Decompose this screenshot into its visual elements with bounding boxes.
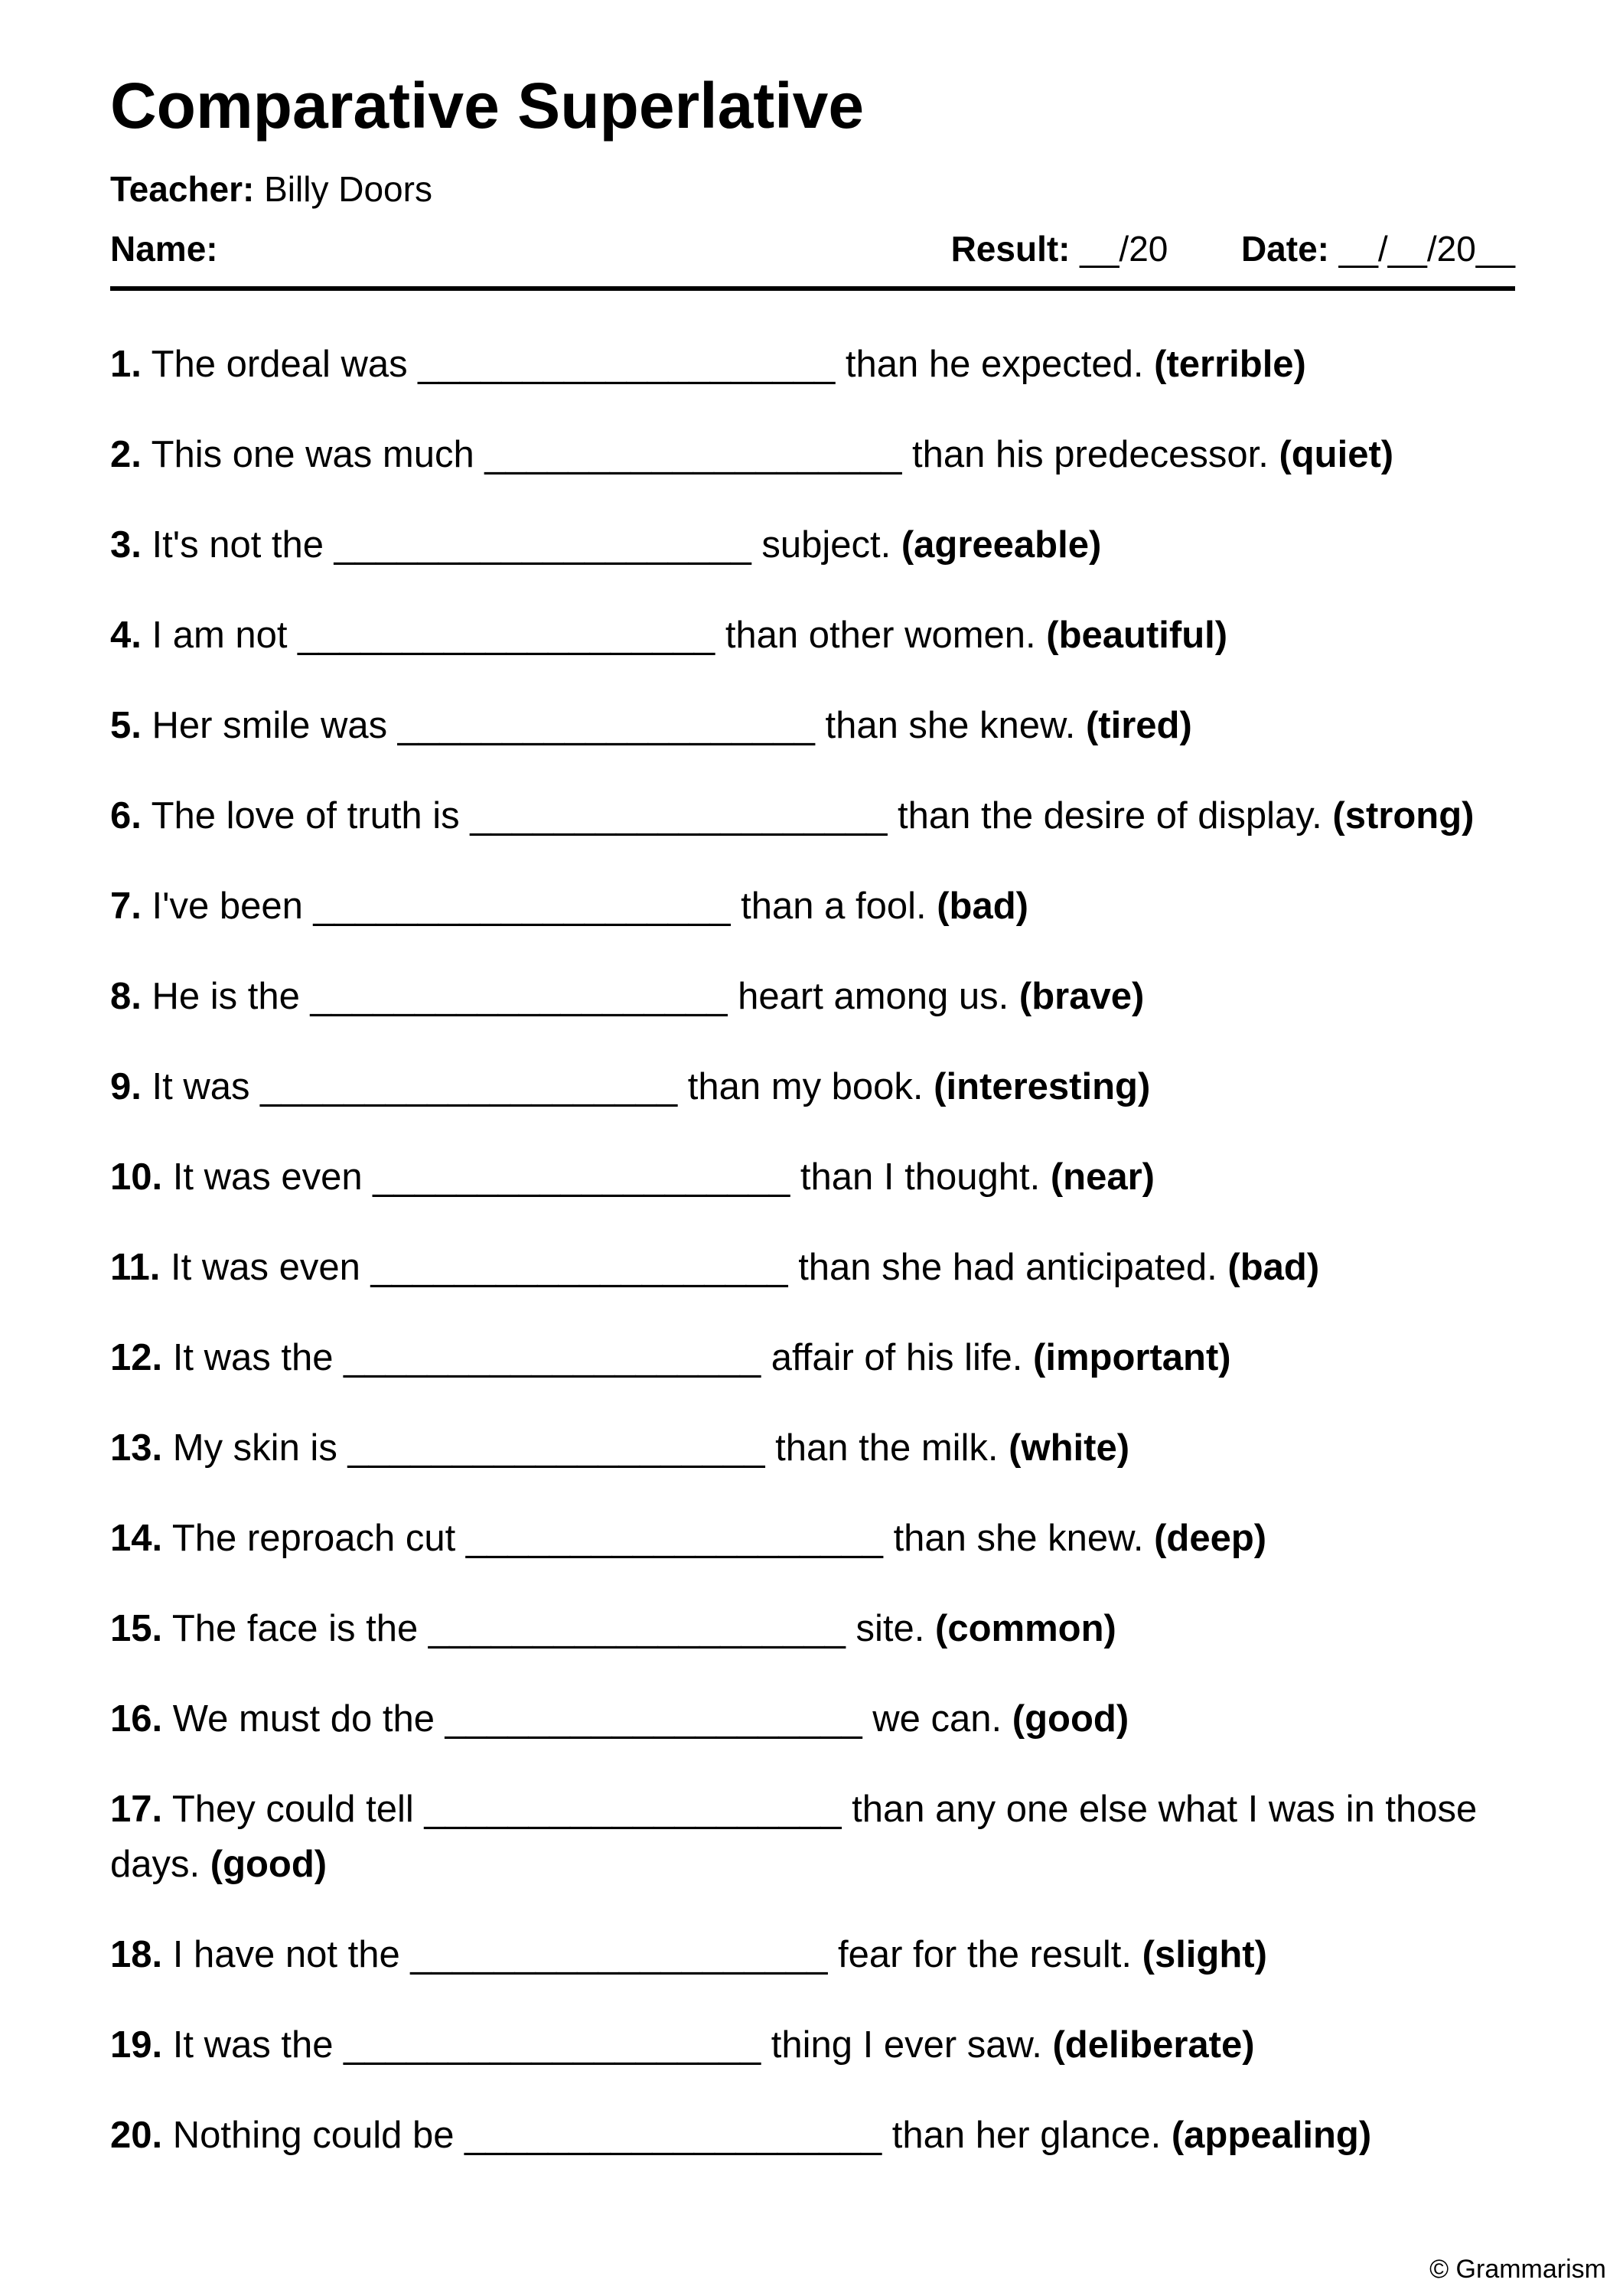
question-text-before: My skin is bbox=[172, 1427, 337, 1469]
word-hint: (good) bbox=[210, 1844, 328, 1885]
question-text-before: He is the bbox=[152, 976, 300, 1017]
word-hint: (white) bbox=[1009, 1427, 1130, 1469]
word-hint: (slight) bbox=[1142, 1934, 1267, 1975]
question-text-after: subject. bbox=[761, 524, 891, 566]
word-hint: (important) bbox=[1033, 1337, 1231, 1378]
answer-blank[interactable]: ____________________ bbox=[344, 1337, 761, 1378]
answer-blank[interactable]: ____________________ bbox=[310, 976, 728, 1017]
question-item bbox=[110, 1511, 1488, 1566]
name-label: Name: bbox=[110, 229, 218, 269]
question-item bbox=[110, 698, 1488, 753]
answer-blank[interactable]: ____________________ bbox=[397, 705, 815, 746]
date-label: Date: bbox=[1240, 229, 1329, 269]
question-item bbox=[110, 608, 1488, 663]
question-text-after: we can. bbox=[872, 1698, 1002, 1740]
question-item bbox=[110, 427, 1488, 482]
answer-blank[interactable]: ____________________ bbox=[470, 795, 888, 837]
question-text-after: than I thought. bbox=[800, 1156, 1041, 1198]
answer-blank[interactable]: ____________________ bbox=[334, 524, 751, 566]
question-text-before: I have not the bbox=[172, 1934, 400, 1975]
question-text-before: The reproach cut bbox=[171, 1518, 456, 1559]
question-text-before: It was the bbox=[172, 1337, 334, 1378]
question-text-before: This one was much bbox=[151, 434, 474, 475]
date-value: __/__/20__ bbox=[1338, 229, 1515, 269]
answer-blank[interactable]: ____________________ bbox=[418, 344, 836, 385]
question-text-before: The ordeal was bbox=[151, 344, 408, 385]
question-text-before: Her smile was bbox=[152, 705, 388, 746]
word-hint: (strong) bbox=[1332, 795, 1475, 837]
result-date-group bbox=[951, 230, 1515, 269]
question-text-before: I am not bbox=[152, 615, 288, 656]
question-text-before: It was even bbox=[172, 1156, 363, 1198]
answer-blank[interactable]: ____________________ bbox=[370, 1247, 788, 1288]
question-number: 6. bbox=[110, 795, 142, 837]
question-text-after: than a fool. bbox=[741, 885, 927, 927]
question-number: 16. bbox=[110, 1698, 163, 1740]
question-text-after: than her glance. bbox=[891, 2115, 1162, 2156]
answer-blank[interactable]: ____________________ bbox=[464, 2115, 882, 2156]
question-item bbox=[110, 1420, 1488, 1476]
page-title: Comparative Superlative bbox=[110, 70, 865, 142]
question-item bbox=[110, 1059, 1488, 1114]
question-item bbox=[110, 2017, 1488, 2073]
question-item bbox=[110, 879, 1488, 934]
answer-blank[interactable]: ____________________ bbox=[484, 434, 902, 475]
question-number: 19. bbox=[110, 2024, 163, 2066]
header-divider bbox=[110, 286, 1515, 291]
word-hint: (interesting) bbox=[934, 1066, 1151, 1107]
student-info-row bbox=[110, 230, 1515, 269]
word-hint: (tired) bbox=[1085, 705, 1192, 746]
question-text-after: site. bbox=[855, 1608, 925, 1649]
question-text-before: The face is the bbox=[171, 1608, 419, 1649]
question-number: 17. bbox=[110, 1789, 163, 1830]
question-text-after: fear for the result. bbox=[837, 1934, 1132, 1975]
question-text-after: than other women. bbox=[725, 615, 1036, 656]
word-hint: (near) bbox=[1050, 1156, 1155, 1198]
question-item bbox=[110, 969, 1488, 1024]
question-text-before: They could tell bbox=[171, 1789, 414, 1830]
word-hint: (good) bbox=[1012, 1698, 1129, 1740]
answer-blank[interactable]: ____________________ bbox=[445, 1698, 862, 1740]
word-hint: (bad) bbox=[1227, 1247, 1320, 1288]
question-text-after: affair of his life. bbox=[771, 1337, 1023, 1378]
copyright-footer: © Grammarism bbox=[1429, 2255, 1606, 2284]
question-number: 9. bbox=[110, 1066, 142, 1107]
question-text-after: heart among us. bbox=[738, 976, 1009, 1017]
question-item bbox=[110, 1240, 1488, 1295]
answer-blank[interactable]: ____________________ bbox=[260, 1066, 678, 1107]
question-text-before: Nothing could be bbox=[172, 2115, 455, 2156]
answer-blank[interactable]: ____________________ bbox=[344, 2024, 761, 2066]
question-text-before: It was even bbox=[171, 1247, 360, 1288]
question-text-after: than she had anticipated. bbox=[798, 1247, 1217, 1288]
answer-blank[interactable]: ____________________ bbox=[347, 1427, 765, 1469]
word-hint: (brave) bbox=[1018, 976, 1145, 1017]
question-text-after: than any one else what I was in those days. bbox=[110, 1789, 1478, 1885]
question-item bbox=[110, 1691, 1488, 1746]
question-text-before: It was bbox=[152, 1066, 250, 1107]
question-item bbox=[110, 788, 1488, 843]
question-number: 2. bbox=[110, 434, 142, 475]
result-label: Result: bbox=[950, 229, 1071, 269]
question-text-after: than she knew. bbox=[825, 705, 1076, 746]
question-number: 8. bbox=[110, 976, 142, 1017]
question-item bbox=[110, 1927, 1488, 1982]
answer-blank[interactable]: ____________________ bbox=[465, 1518, 883, 1559]
question-number: 7. bbox=[110, 885, 142, 927]
question-number: 4. bbox=[110, 615, 142, 656]
question-number: 20. bbox=[110, 2115, 163, 2156]
question-text-before: It's not the bbox=[152, 524, 324, 566]
word-hint: (beautiful) bbox=[1046, 615, 1228, 656]
question-number: 5. bbox=[110, 705, 142, 746]
question-item bbox=[110, 1330, 1488, 1385]
answer-blank[interactable]: ____________________ bbox=[428, 1608, 846, 1649]
question-item bbox=[110, 337, 1488, 392]
question-number: 18. bbox=[110, 1934, 163, 1975]
question-item bbox=[110, 1601, 1488, 1656]
question-number: 3. bbox=[110, 524, 142, 566]
question-text-after: thing I ever saw. bbox=[771, 2024, 1042, 2066]
teacher-label: Teacher: bbox=[110, 169, 255, 209]
question-item bbox=[110, 2108, 1488, 2163]
question-text-before: We must do the bbox=[172, 1698, 435, 1740]
question-list bbox=[110, 337, 1488, 2198]
question-number: 12. bbox=[110, 1337, 163, 1378]
word-hint: (deliberate) bbox=[1052, 2024, 1255, 2066]
question-text-after: than she knew. bbox=[893, 1518, 1144, 1559]
question-text-before: The love of truth is bbox=[151, 795, 460, 837]
answer-blank[interactable]: ____________________ bbox=[298, 615, 715, 656]
question-text-after: than my book. bbox=[687, 1066, 924, 1107]
teacher-name: Billy Doors bbox=[264, 169, 432, 209]
question-number: 15. bbox=[110, 1608, 163, 1649]
question-text-after: than the desire of display. bbox=[897, 795, 1322, 837]
word-hint: (terrible) bbox=[1154, 344, 1306, 385]
word-hint: (bad) bbox=[937, 885, 1028, 927]
word-hint: (deep) bbox=[1154, 1518, 1267, 1559]
question-item bbox=[110, 1782, 1488, 1892]
answer-blank[interactable]: ____________________ bbox=[410, 1934, 828, 1975]
question-text-before: I've been bbox=[152, 885, 303, 927]
word-hint: (quiet) bbox=[1279, 434, 1394, 475]
result-value: __/20 bbox=[1080, 229, 1168, 269]
answer-blank[interactable]: ____________________ bbox=[373, 1156, 790, 1198]
question-number: 1. bbox=[110, 344, 142, 385]
question-item bbox=[110, 517, 1488, 572]
word-hint: (agreeable) bbox=[901, 524, 1102, 566]
teacher-line bbox=[110, 170, 432, 209]
question-item bbox=[110, 1150, 1488, 1205]
word-hint: (common) bbox=[935, 1608, 1116, 1649]
question-text-after: than he expected. bbox=[845, 344, 1144, 385]
question-number: 14. bbox=[110, 1518, 163, 1559]
word-hint: (appealing) bbox=[1171, 2115, 1372, 2156]
answer-blank[interactable]: ____________________ bbox=[313, 885, 731, 927]
answer-blank[interactable]: ____________________ bbox=[424, 1789, 842, 1830]
question-text-before: It was the bbox=[172, 2024, 334, 2066]
question-number: 13. bbox=[110, 1427, 163, 1469]
question-text-after: than his predecessor. bbox=[912, 434, 1269, 475]
question-number: 10. bbox=[110, 1156, 163, 1198]
question-text-after: than the milk. bbox=[775, 1427, 999, 1469]
question-number: 11. bbox=[110, 1247, 161, 1288]
